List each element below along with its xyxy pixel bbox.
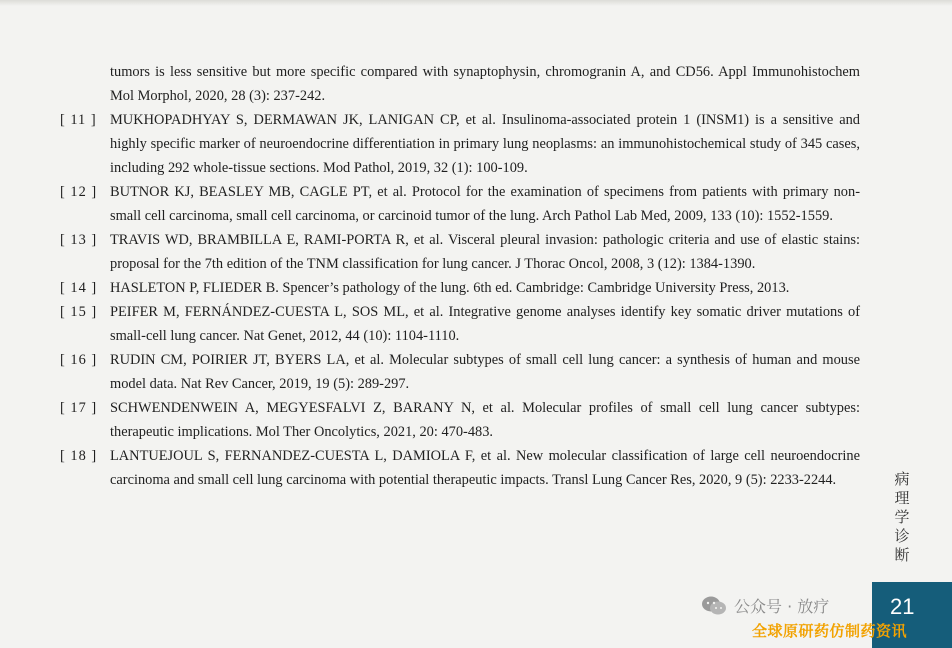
side-label-char: 学 xyxy=(894,508,910,526)
side-label-char: 诊 xyxy=(894,527,910,545)
reference-text: RUDIN CM, POIRIER JT, BYERS LA, et al. Molecular subtypes of small cell lung cancer: a synthesis of human and mouse model data. Nat Rev Cancer, 2019, 19 (5): 289-297. xyxy=(110,352,860,392)
reference-text: HASLETON P, FLIEDER B. Spencer’s pathology of the lung. 6th ed. Cambridge: Cambridge University Press, 2013. xyxy=(110,280,790,296)
reference-item-12 xyxy=(60,180,860,228)
reference-number: [ 11 ] xyxy=(60,112,97,128)
reference-number: [ 17 ] xyxy=(60,400,98,416)
reference-text: TRAVIS WD, BRAMBILLA E, RAMI-PORTA R, et al. Visceral pleural invasion: pathologic criteria and use of elastic stains: proposal for the 7th edition of the TNM classification for lung cancer. J Thorac Oncol, 2008, 3 (12): 1384-1390. xyxy=(110,232,860,272)
reference-number: [ 13 ] xyxy=(60,232,98,248)
watermark-text: 公众号 · 放疗 xyxy=(734,597,830,616)
reference-text: LANTUEJOUL S, FERNANDEZ-CUESTA L, DAMIOLA F, et al. New molecular classification of large cell neuroendocrine carcinoma and small cell lung carcinoma with potential therapeutic impacts. Transl Lung Cancer Res, 2020, 9 (5): 2233-2244. xyxy=(110,448,860,488)
watermark-subtitle: 全球原研药仿制药资讯 xyxy=(752,622,908,640)
reference-text: tumors is less sensitive but more specific compared with synaptophysin, chromogranin A, and CD56. Appl Immunohistochem Mol Morphol, 2020, 28 (3): 237-242. xyxy=(110,64,860,104)
reference-list xyxy=(60,60,860,492)
reference-text: MUKHOPADHYAY S, DERMAWAN JK, LANIGAN CP, et al. Insulinoma-associated protein 1 (INSM1) is a sensitive and highly specific marker of neuroendocrine differentiation in primary lung neoplasms: an immunohistochemical study of 345 cases, including 292 whole-tissue sections. Mod Pathol, 2019, 32 (1): 100-109. xyxy=(110,112,860,176)
reference-text: BUTNOR KJ, BEASLEY MB, CAGLE PT, et al. Protocol for the examination of specimens from patients with primary non-small cell carcinoma, small cell carcinoma, or carcinoid tumor of the lung. Arch Pathol Lab Med, 2009, 133 (10): 1552-1559. xyxy=(110,184,860,224)
reference-item-15 xyxy=(60,300,860,348)
reference-item-13 xyxy=(60,228,860,276)
reference-continuation xyxy=(60,60,860,108)
page-top-edge xyxy=(0,0,952,6)
reference-item-14 xyxy=(60,276,860,300)
reference-text: PEIFER M, FERNÁNDEZ-CUESTA L, SOS ML, et al. Integrative genome analyses identify key somatic driver mutations of small-cell lung cancer. Nat Genet, 2012, 44 (10): 1104-1110. xyxy=(110,304,860,344)
section-side-label xyxy=(890,470,914,565)
reference-text: SCHWENDENWEIN A, MEGYESFALVI Z, BARANY N, et al. Molecular profiles of small cell lung cancer subtypes: therapeutic implications. Mol Ther Oncolytics, 2021, 20: 470-483. xyxy=(110,400,860,440)
side-label-char: 病 xyxy=(894,470,910,488)
reference-item-11 xyxy=(60,108,860,180)
reference-item-17 xyxy=(60,396,860,444)
reference-number: [ 16 ] xyxy=(60,352,98,368)
reference-item-16 xyxy=(60,348,860,396)
wechat-icon xyxy=(700,595,728,617)
reference-number: [ 12 ] xyxy=(60,184,98,200)
page-number: 21 xyxy=(890,594,915,619)
reference-item-18 xyxy=(60,444,860,492)
watermark xyxy=(700,594,829,617)
side-label-char: 理 xyxy=(894,489,910,507)
reference-number: [ 18 ] xyxy=(60,448,98,464)
reference-number: [ 14 ] xyxy=(60,280,98,296)
side-label-char: 断 xyxy=(894,546,910,564)
reference-number: [ 15 ] xyxy=(60,304,98,320)
